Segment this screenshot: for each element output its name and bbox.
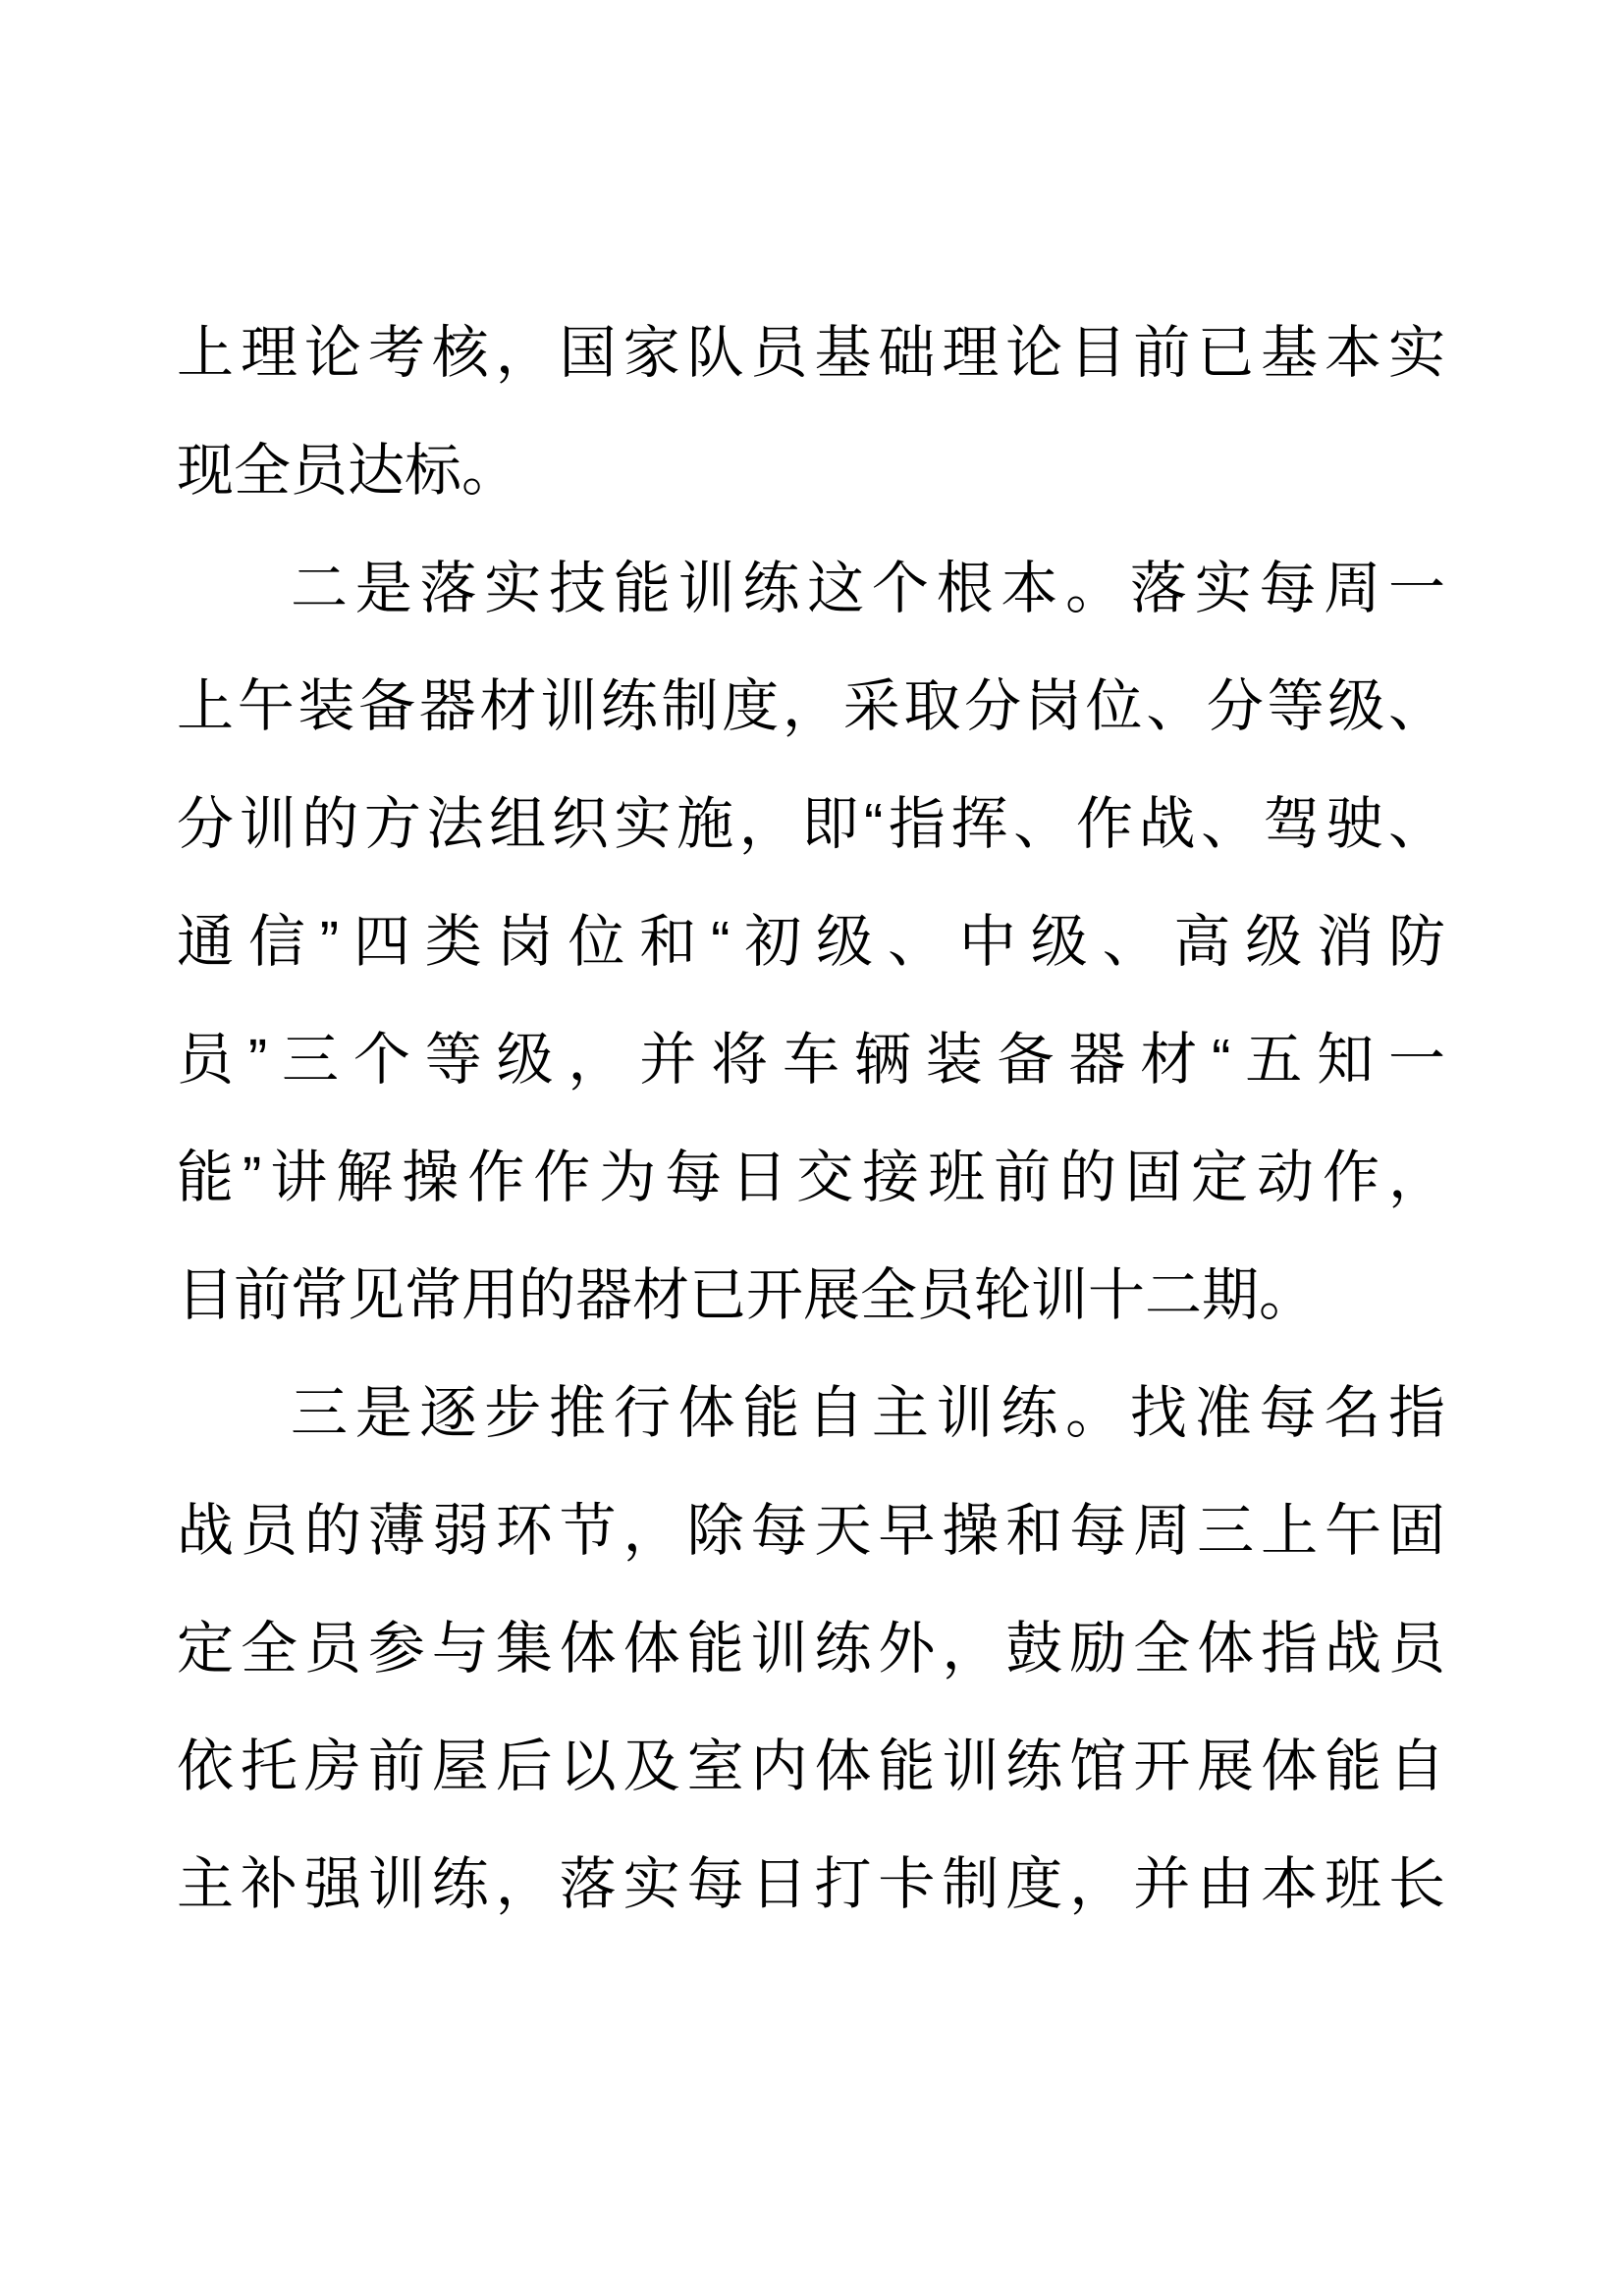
- text-line: 定全员参与集体体能训练外，鼓励全体指战员: [177, 1617, 1445, 1681]
- text-line: 员”三个等级，并将车辆装备器材“五知一: [177, 1028, 1445, 1092]
- text-line: 通信”四类岗位和“初级、中级、高级消防: [177, 910, 1445, 974]
- text-line: 三是逐步推行体能自主训练。找准每名指: [291, 1381, 1445, 1445]
- text-line: 目前常见常用的器材已开展全员轮训十二期。: [177, 1263, 1317, 1327]
- text-line: 依托房前屋后以及室内体能训练馆开展体能自: [177, 1735, 1445, 1798]
- text-line: 现全员达标。: [177, 439, 519, 503]
- text-line: 上理论考核，国家队员基础理论目前已基本实: [177, 321, 1445, 385]
- text-line: 主补强训练，落实每日打卡制度，并由本班长: [177, 1852, 1445, 1916]
- text-line: 分训的方法组织实施，即“指挥、作战、驾驶、: [177, 792, 1445, 856]
- text-line: 上午装备器材训练制度，采取分岗位、分等级、: [177, 674, 1445, 738]
- document-text-block: [177, 294, 1445, 1944]
- text-line: 战员的薄弱环节，除每天早操和每周三上午固: [177, 1499, 1445, 1563]
- text-line: 二是落实技能训练这个根本。落实每周一: [291, 557, 1445, 620]
- text-line: 能”讲解操作作为每日交接班前的固定动作，: [177, 1146, 1445, 1209]
